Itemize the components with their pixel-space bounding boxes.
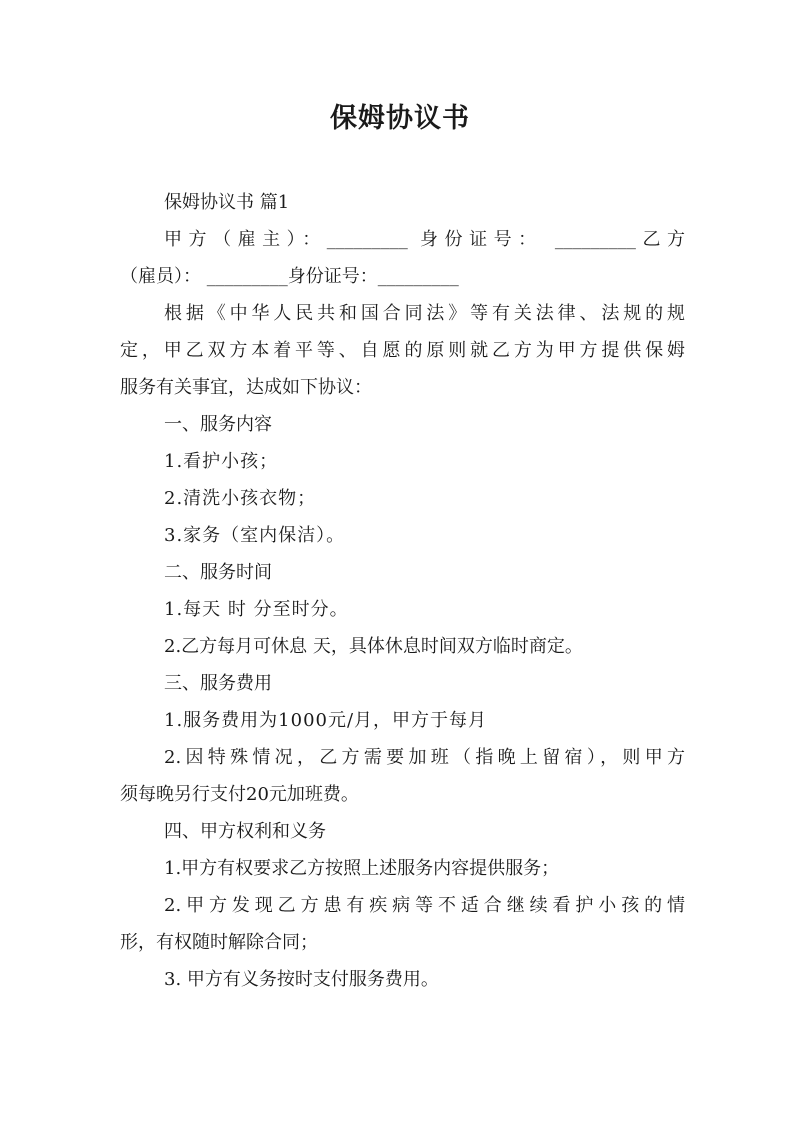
document-body [120,184,685,998]
party-b-line: （雇员）： _________身份证号：_________ [120,266,459,287]
list-item: 1.服务费用为1000元/月，甲方于每月 [164,710,488,731]
list-item: 2.甲方发现乙方患有疾病等不适合继续看护小孩的情 [164,895,685,916]
list-item: 1.每天 时 分至时分。 [164,599,349,620]
list-item: 2.乙方每月可休息 天，具体休息时间双方临时商定。 [164,636,583,657]
preamble-line-2: 定，甲乙双方本着平等、自愿的原则就乙方为甲方提供保姆 [120,340,685,361]
list-item-continuation: 形，有权随时解除合同； [120,932,318,953]
document-title: 保姆协议书 [330,103,470,134]
list-item: 2.因特殊情况，乙方需要加班（指晚上留宿），则甲方 [164,747,685,768]
list-item: 1.看护小孩； [164,451,279,472]
preamble-line-3: 服务有关事宜，达成如下协议： [120,377,372,398]
section-heading-service-fee: 三、服务费用 [164,673,272,694]
section-heading-service-content: 一、服务内容 [164,414,272,435]
section-heading-part1: 保姆协议书 篇1 [164,192,290,213]
section-heading-service-time: 二、服务时间 [164,562,272,583]
list-item: 2.清洗小孩衣物； [164,488,317,509]
list-item: 3. 甲方有义务按时支付服务费用。 [164,969,439,990]
party-a-line: 甲方（雇主）：_________ 身份证号： _________乙方 [164,229,685,250]
list-item: 1.甲方有权要求乙方按照上述服务内容提供服务； [164,858,560,879]
list-item-continuation: 须每晚另行支付20元加班费。 [120,784,359,805]
preamble-line-1: 根据《中华人民共和国合同法》等有关法律、法规的规 [164,303,685,324]
section-heading-party-a-rights: 四、甲方权利和义务 [164,821,326,842]
list-item: 3.家务（室内保洁）。 [164,525,346,546]
